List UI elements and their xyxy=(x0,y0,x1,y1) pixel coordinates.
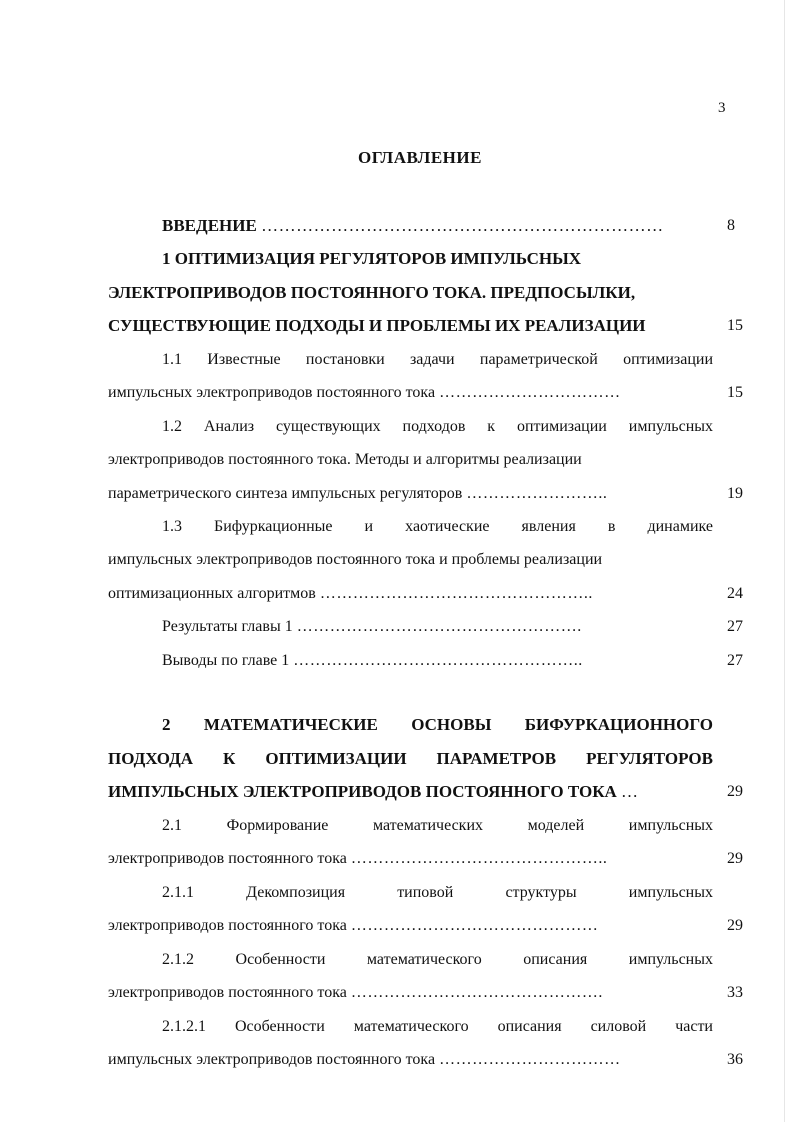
toc-chapter-1-line-2: ЭЛЕКТРОПРИВОДОВ ПОСТОЯННОГО ТОКА. ПРЕДПОСЫЛКИ, xyxy=(108,283,636,302)
toc-section-2-1-line-1: 2.1 Формирование математических моделей импульсных xyxy=(162,817,713,834)
toc-entry-intro xyxy=(162,216,713,236)
toc-page-number: 36 xyxy=(727,1051,743,1068)
toc-page-number: 19 xyxy=(727,485,743,502)
toc-page-number: 15 xyxy=(727,384,743,401)
page-number: 3 xyxy=(718,100,726,116)
dot-leader: ……………………………………………. xyxy=(296,618,582,635)
dot-leader: ……………………………………….. xyxy=(350,850,608,867)
toc-chapter-2-line-1: 2 МАТЕМАТИЧЕСКИЕ ОСНОВЫ БИФУРКАЦИОННОГО xyxy=(162,715,713,734)
toc-page-number: 29 xyxy=(727,850,743,867)
toc-section-2-1-1-line-1: 2.1.1 Декомпозиция типовой структуры импульсных xyxy=(162,884,713,901)
toc-entry-label: ИМПУЛЬСНЫХ ЭЛЕКТРОПРИВОДОВ ПОСТОЯННОГО ТОКА xyxy=(108,782,617,801)
toc-entry-label: ВВЕДЕНИЕ xyxy=(162,216,257,235)
toc-page-number: 29 xyxy=(727,783,743,800)
toc-entry-label: импульсных электроприводов постоянного тока xyxy=(108,384,436,401)
toc-section-2-1-2-line-2 xyxy=(108,983,713,1003)
toc-entry-label: Результаты главы 1 xyxy=(162,618,293,635)
toc-page-number: 33 xyxy=(727,984,743,1001)
toc-section-1-2-line-1: 1.2 Анализ существующих подходов к оптимизации импульсных xyxy=(162,418,713,435)
toc-chapter-1-line-3: СУЩЕСТВУЮЩИЕ ПОДХОДЫ И ПРОБЛЕМЫ ИХ РЕАЛИЗАЦИИ xyxy=(108,316,646,335)
toc-section-1-3-line-1: 1.3 Бифуркационные и хаотические явления в динамике xyxy=(162,518,713,535)
scan-edge xyxy=(784,0,785,1122)
dot-leader: ……………………………………… xyxy=(350,917,599,934)
toc-section-2-1-2-1-line-1: 2.1.2.1 Особенности математического описания силовой части xyxy=(162,1018,713,1035)
dot-leader: …………………………………………….. xyxy=(293,652,583,669)
toc-section-2-1-line-2 xyxy=(108,849,713,869)
toc-chapter-2-line-3 xyxy=(108,782,713,802)
toc-entry-label: электроприводов постоянного тока xyxy=(108,917,347,934)
toc-section-2-1-1-line-2 xyxy=(108,916,713,936)
toc-section-1-3-line-3 xyxy=(108,584,713,604)
toc-entry-label: электроприводов постоянного тока xyxy=(108,984,347,1001)
toc-page-number: 15 xyxy=(727,317,743,334)
dot-leader: …………………………………………………………… xyxy=(261,216,664,235)
toc-page-number: 27 xyxy=(727,618,743,635)
dot-leader: …………………….. xyxy=(466,485,608,502)
toc-section-1-2-line-3 xyxy=(108,484,713,504)
toc-chapter-1-line-1: 1 ОПТИМИЗАЦИЯ РЕГУЛЯТОРОВ ИМПУЛЬСНЫХ xyxy=(162,249,582,268)
toc-entry-results-1 xyxy=(162,617,713,637)
dot-leader: … xyxy=(621,782,639,801)
dot-leader: …………………………… xyxy=(439,1051,621,1068)
toc-entry-conclusions-1 xyxy=(162,651,713,671)
toc-page-number: 29 xyxy=(727,917,743,934)
dot-leader: ………………………………………. xyxy=(350,984,603,1001)
toc-section-2-1-2-line-1: 2.1.2 Особенности математического описания импульсных xyxy=(162,951,713,968)
toc-section-2-1-2-1-line-2 xyxy=(108,1050,713,1070)
toc-title: ОГЛАВЛЕНИЕ xyxy=(358,148,482,167)
toc-section-1-2-line-2: электроприводов постоянного тока. Методы и алгоритмы реализации xyxy=(108,451,582,468)
toc-section-1-1-line-1: 1.1 Известные постановки задачи параметрической оптимизации xyxy=(162,351,713,368)
toc-entry-label: электроприводов постоянного тока xyxy=(108,850,347,867)
toc-chapter-2-line-2: ПОДХОДА К ОПТИМИЗАЦИИ ПАРАМЕТРОВ РЕГУЛЯТОРОВ xyxy=(108,749,713,768)
toc-entry-label: импульсных электроприводов постоянного тока xyxy=(108,1051,436,1068)
toc-section-1-3-line-2: импульсных электроприводов постоянного тока и проблемы реализации xyxy=(108,551,603,568)
dot-leader: ………………………………………….. xyxy=(319,585,593,602)
toc-page-number: 8 xyxy=(727,217,735,234)
dot-leader: …………………………… xyxy=(439,384,621,401)
toc-entry-label: параметрического синтеза импульсных регуляторов xyxy=(108,485,463,502)
toc-entry-label: оптимизационных алгоритмов xyxy=(108,585,316,602)
toc-section-1-1-line-2 xyxy=(108,383,713,403)
toc-entry-label: Выводы по главе 1 xyxy=(162,652,290,669)
toc-page-number: 27 xyxy=(727,652,743,669)
toc-page-number: 24 xyxy=(727,585,743,602)
